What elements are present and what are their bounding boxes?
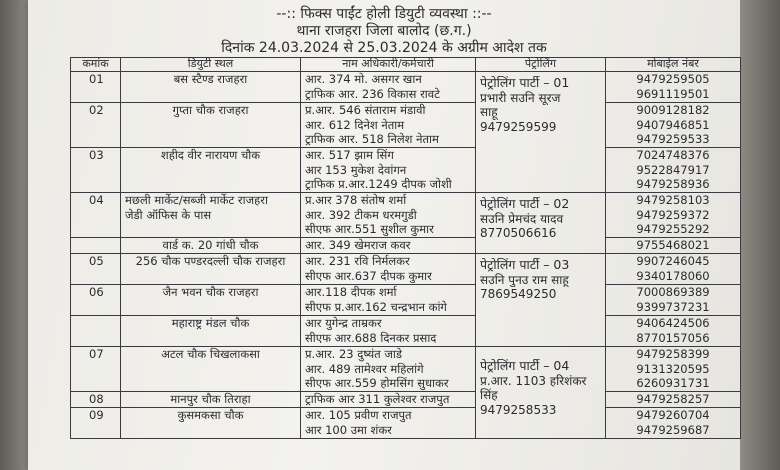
mobile-cell [606,148,741,193]
mobiles-line: 9479258399 [636,347,710,361]
staff-line: प्र.आर. 23 दुष्यंत जाडे [305,347,402,361]
staff-line: आर. 489 तामेश्वर महिलांगे [305,361,424,376]
doc-station: थाना राजहरा जिला बालोद (छ.ग.) [296,23,472,39]
mobiles-line: 7024748376 [636,148,710,162]
staff-line: आर. 374 मो. असगर खान [305,72,422,86]
mobiles-line: 6260931731 [636,376,710,391]
mobiles-line: 9755468021 [636,238,710,252]
patrol-cell [476,254,606,347]
duty-table [70,57,741,439]
place-cell [121,193,301,238]
staff-cell [301,254,476,285]
place-cell [121,392,301,408]
mobile-cell [606,254,741,285]
serial-cell: 06 [71,285,121,316]
staff-line: आर. 105 प्रवीण राजपुत [305,408,412,422]
mobile-cell [606,285,741,316]
staff-line: आर. 392 टीकम धरमगुडी [305,207,417,222]
patrol-cell [476,72,606,193]
mobiles-line: 9479259533 [636,132,710,147]
mobiles-line: 9340178060 [636,268,710,283]
patrol-incharge: सउनि प्रेमचंद यादव [480,211,564,226]
table-row [71,392,741,408]
col-header-no: कमांक [71,58,121,72]
staff-cell [301,193,476,238]
mobiles-line: 9691119501 [636,86,710,101]
staff-line: ट्राफिक आर 311 कुलेश्वर राजपुत [305,392,450,406]
table-row [71,148,741,193]
col-header-mobile: मोबाईल नंबर [606,58,741,72]
place-line: मछली मार्केट/सब्जी मार्केट राजहरा [125,193,268,207]
mobiles-line: 9406424506 [636,316,710,330]
table-row [71,238,741,254]
patrol-phone: 9479259599 [480,119,557,134]
place-cell [121,72,301,103]
mobile-cell [606,408,741,439]
staff-cell [301,316,476,347]
table-row [71,316,741,347]
staff-line: सीएफ आर.688 दिनकर प्रसाद [305,330,437,345]
patrol-cell [476,193,606,254]
serial-cell [71,238,121,254]
col-header-staff: नाम अधिकारी/कर्मचारी [301,58,476,72]
patrol-title: पेट्रोलिंग पार्टी – 03 [480,258,570,272]
patrol-phone: 7869549250 [480,287,557,301]
mobiles-line: 9009128182 [636,103,710,117]
mobiles-line: 9522847917 [636,162,710,177]
patrol-incharge: साहू [480,105,498,119]
mobiles-line: 9479259372 [636,207,710,222]
staff-line: आर युगेन्द्र ताम्रकर [305,316,382,330]
staff-line: सीएफ प्र.आर.162 चन्द्रभान कांगे [305,299,447,314]
place-line: जैन भवन चौक राजहरा [162,285,259,299]
patrol-incharge: प्रभारी सउनि सूरज [480,90,561,105]
serial-cell: 05 [71,254,121,285]
table-row [71,408,741,439]
staff-line: सीएफ आर.551 सुशील कुमार [305,222,434,237]
mobiles-line: 9479258257 [636,392,710,406]
mobile-cell [606,392,741,408]
place-line: कुसमकसा चौक [177,408,244,422]
patrol-title: पेट्रोलिंग पार्टी – 02 [480,197,570,211]
staff-cell [301,408,476,439]
place-line: मानपुर चौक तिराहा [170,392,251,406]
serial-cell: 03 [71,148,121,193]
serial-cell: 01 [71,72,121,103]
mobile-cell [606,316,741,347]
staff-cell [301,238,476,254]
photo-left-edge [0,0,28,470]
staff-cell [301,347,476,392]
staff-cell [301,285,476,316]
mobiles-line: 9479260704 [636,408,710,422]
mobiles-line: 9479258103 [636,193,710,207]
staff-line: प्र.आर 378 संतोष शर्मा [305,193,407,207]
mobile-cell [606,103,741,148]
mobile-cell [606,193,741,238]
col-header-place: डियुटी स्थल [121,58,301,72]
mobiles-line: 9479259687 [636,422,710,437]
patrol-title: पेट्रोलिंग पार्टी – 01 [480,76,570,90]
place-line: बस स्टैण्ड राजहरा [173,72,248,86]
staff-line: आर. 231 रवि निर्मलकर [305,254,410,268]
serial-cell: 07 [71,347,121,392]
staff-line: ट्राफिक प्र.आर.1249 दीपक जोशी [305,177,452,192]
photo-right-edge [740,0,780,470]
serial-cell [71,316,121,347]
place-cell [121,285,301,316]
staff-line: सीएफ आर.637 दीपक कुमार [305,268,432,283]
staff-line: सीएफ आर.559 होमसिंग सुधाकर [305,376,449,391]
mobiles-line: 9907246045 [636,254,710,268]
patrol-cell [476,347,606,439]
staff-line: आर.118 दीपक शर्मा [305,285,397,299]
place-line: वार्ड क. 20 गांधी चौक [162,238,259,252]
mobile-cell [606,72,741,103]
staff-line: प्र.आर. 546 संताराम मंडावी [305,103,426,117]
place-line: जेडी ऑफिस के पास [125,207,212,222]
staff-line: आर. 517 झाम सिंग [305,148,394,162]
patrol-incharge: प्र.आर. 1103 हरिशंकर [480,373,587,388]
staff-cell [301,392,476,408]
mobiles-line: 9479258936 [636,177,710,192]
place-line: अटल चौक चिखलाकसा [161,347,260,361]
patrol-title: पेट्रोलिंग पार्टी – 04 [480,359,570,373]
place-line: गुप्ता चौक राजहरा [172,103,249,117]
table-row [71,347,741,392]
mobiles-line: 7000869389 [636,285,710,299]
staff-line: आर 100 उमा शंकर [305,422,392,437]
staff-line: आर 153 मुकेश देवांगन [305,162,407,177]
mobiles-line: 9479255292 [636,222,710,237]
place-cell [121,254,301,285]
mobiles-line: 8770157056 [636,330,710,345]
staff-line: आर. 612 दिनेश नेताम [305,117,405,132]
patrol-incharge: सिंह [480,388,498,402]
staff-line: ट्राफिक आर. 236 विकास रावटे [305,86,440,101]
doc-date-range: दिनांक 24.03.2024 से 25.03.2024 के अग्रीम आदेश तक [221,40,547,56]
mobile-cell [606,238,741,254]
mobiles-line: 9479259505 [636,72,710,86]
patrol-phone: 8770506616 [480,226,557,240]
place-cell [121,347,301,392]
mobiles-line: 9131320595 [636,361,710,376]
place-cell [121,238,301,254]
serial-cell: 04 [71,193,121,238]
place-line: महाराष्ट्र मंडल चौक [171,316,250,330]
place-cell [121,408,301,439]
staff-line: ट्राफिक आर. 518 निलेश नेताम [305,132,439,147]
table-row [71,285,741,316]
mobile-cell [606,347,741,392]
doc-title: --:: फिक्स पाईंट होली डियुटी व्यवस्था ::-- [276,6,492,22]
patrol-phone: 9479258533 [480,402,557,417]
mobiles-line: 9399737231 [636,299,710,314]
table-row [71,193,741,238]
place-cell [121,103,301,148]
place-cell [121,316,301,347]
table-row [71,103,741,148]
table-row [71,254,741,285]
place-line: 256 चौक पण्डरदल्ली चौक राजहरा [135,254,286,268]
place-cell [121,148,301,193]
staff-cell [301,103,476,148]
table-row [71,72,741,103]
serial-cell: 08 [71,392,121,408]
staff-line: आर. 349 खेमराज कवर [305,238,411,252]
place-line: शहीद वीर नारायण चौक [160,148,261,162]
staff-cell [301,148,476,193]
col-header-patrol: पेट्रोलिंग [476,58,606,72]
mobiles-line: 9407946851 [636,117,710,132]
serial-cell: 02 [71,103,121,148]
patrol-incharge: सउनि पुनउ राम साहू [480,272,569,287]
table-header-row [71,58,741,72]
staff-cell [301,72,476,103]
serial-cell: 09 [71,408,121,439]
